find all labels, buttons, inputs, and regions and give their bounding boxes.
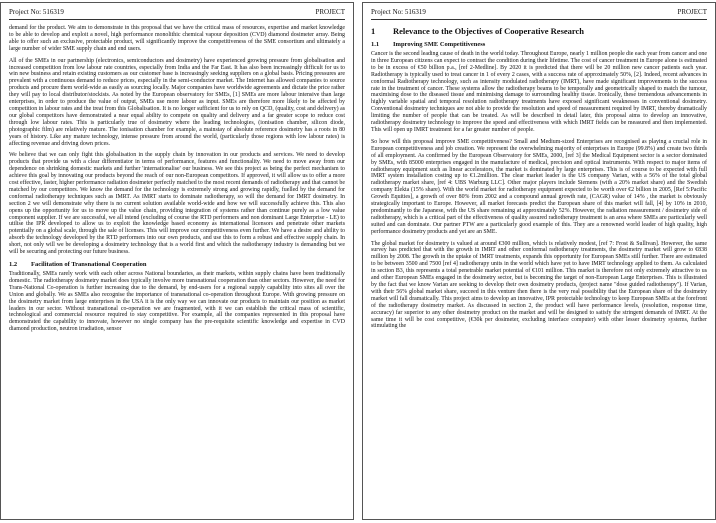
paragraph: All of the SMEs in our partnership (electronics, semiconductors and dosimetry) have experienced growing pressure from globalisation and increased competition from low labour rate countries, especially from India and the Far East. It has also been increasingly difficult for us to win new business and retain existing customers as our customer base is increasingly seeking suppliers on a global basis. Pricing pressures are prevalent with a continuous demand to reduce prices, especially in the semi-conductor market. The Internet has allowed companies to source products and procure them world-wide as easily as sourcing locally. Major companies have worldwide agreements and dictate the price rather they will pay to local distributor/stockists. As noted by the European observatory for SMEs, [1] SMEs are more labour intensive than large enterprises, in order to produce the value of output, SMEs use more labour as input. SMEs are therefore more likely to be affected by competition in labour rates and the treat from this Globalisation. It is no longer sufficient for us to rely on QCD, (quality, cost and delivery) as our global competitors have demonstrated a near equal ability to compete on quality and delivery and a far greater scope to reduce cost through low labour rates. This is particularly true of dosimetry where the leading technologies, (ionisation chamber, silicon diode, photographic film) are relatively mature. The ionisation chamber for example, a mainstay of absolute reference dosimetry has a roots in 80 years of history. Like any mature technology, intense pressure from around the world, (particularly those regions with low labour rates) is affecting revenue and driving down prices. <box>9 57 345 147</box>
header-label: PROJECT <box>677 8 707 16</box>
right-page <box>362 2 716 520</box>
section-title: Improving SME Competitiveness <box>393 41 486 48</box>
section-number: 1.1 <box>371 41 380 48</box>
chapter-number: 1 <box>371 26 376 36</box>
section-heading <box>9 261 345 268</box>
paragraph: demand for the product. We aim to demonstrate in this proposal that we have the critical mass of resources, expertise and market knowledge to be able to develop and exploit a novel, high performance monolithic chemical vapour deposition (CVD) diamond dosimeter array. Being able to offer such an exclusive, protectable product, will significantly improve the competitiveness of the SME consortium and ultimately a large number of wider SME supply chain and end users. <box>9 25 345 52</box>
chapter-heading <box>371 26 707 36</box>
paragraph: Traditionally, SMEs rarely work with each other across National boundaries, as their markets, within supply chains have been traditionally domestic. The radiotherapy dosimetry market does typically involve more transnational cooperation than other sectors. However, the need for Trans-National Co-operation is further increasing due to the demand, by end-users for a regional supply capability into sites all over the Union and globally. We as SMEs also recognise the importance of transnational co-operation throughout Europe. With growing pressure on the dosimetry market from large enterprises in the USA it is the only way we can innovate our products to maintain our position as market leaders in our sector. Without transnational co-operation we are fragmented, with it we can establish the critical mass of scientific, technological and commercial resource required to stay competitive. For example, all the companies represented in this proposal have demonstrated the capability to innovate, however no single company has the pre-requisite scientific knowledge and expertise in CVD diamond production, neutron irradiation, sensor <box>9 271 345 333</box>
paragraph: Cancer is the second leading cause of death in the world today. Throughout Europe, nearly 1 million people die each year from cancer and one in three European citizens can expect to contract the condition during their lifetime. The cost of cancer treatment in Europe alone is estimated to be in excess of €50 billion p.a., [ref 2-Medline]. By 2020 it is predicted that there will be 20 million new cancer patients each year. Radiotherapy is typically used to treat cancer in 1 of every 2 cases, with a success rate of approximately 50%, [2]. Indeed, recent advances in conformal Radiotherapy technology, such as intensity modulated radiotherapy (IMRT), have made significant improvements to the success rate in the treatment of cancer. These systems allow the radiotherapy beams to be temporally and geometrically shaped to match the tumour, maximising dose to the diseased tissue and minimising damage to surrounding healthy tissue. Ironically, these tremendous advancements in highly variable spatial and temporal resolution radiotherapy treatments have exposed significant weaknesses in conventional dosimetry. Conventional dosimetry techniques are not able to provide the resolution and speed of measurement required by IMRT, thereby dramatically limiting the number of people that can be treated. As will be described in detail later, this proposal aims to develop an innovative, radiotherapy dosimetry technology to improve the speed and effectiveness with which IMRT fields can be measured and then implemented. This will open up IMRT treatment for a far greater number of people. <box>371 51 707 133</box>
paragraph: So how will this proposal improve SME competitiveness? Small and Medium-sized Enterprises are recognised as playing a crucial role in European competitiveness and job creation. We represent the overwhelming majority of enterprises in Europe (99.8%) and create two thirds of all employment. As confirmed by the European Observatory for SMEs, 2000, [ref 3] the Medical Equipment sector is a sector dominated by SMEs, with 85000 enterprises engaged in the manufacture of medical, precision and optical instruments. With respect to major items of radiotherapy equipment such as linear accelerators, the market is dominated by large enterprises. This is of course to be expected with full IMRT system installation costing up to €1.2million. The clear market leader is the US company Varian, with a 56% of the total global radiotherapy market share, [ref 4: UBS Warburg LLC]. Other major players include Siemens (with a 20% market share) and the Swedish company Elekta (15% share). With the world market for radiotherapy equipment expected to be worth over €2 billion in 2005, [Ref 5:Pacific Growth Equities], a growth of over 80% from 2002 and a compound annual growth rate, (CAGR) value of 14% , the market is obviously strategically important to Europe. However, all market forecasts predict the European share of this market will fall, [4] by 10% in 2010, predominantly to the Japanese, with the US share remaining at approximately 52%. However, the radiation measurement / dosimetry side of radiotherapy, which is a critical part of the effectiveness of quality assured radiotherapy treatment is an area where SMEs are particularly well suited and can dominate. Our partner PTW are a particularly good example of this. They are a renowned world leader of high quality, high performance dosimetry products and yet are an SME. <box>371 138 707 235</box>
section-title: Facilitation of Transnational Cooperation <box>31 261 147 268</box>
paragraph: The global market for dosimetry is valued at around €300 million, which is relatively modest, [ref 7: Frost & Sullivan]. However, the same survey has predicted that with the growth in IMRT and other conformal radiotherapy treatments, the dosimetry market will grow to €838 million by 2008. The growth in the uptake of IMRT treatments, expands this opportunity for European SMEs still further. There are estimated to be between 3500 and 7500 [ref 4] radiotherapy units in the world which have yet to have IMRT technology applied to them. As calculated in section B3, this represents a total penetrable market potential of €101 million. This market is therefore not only extremely attractive to us and other European SMEs engaged in the dosimetry sector, but is becoming the target of non-European Large Enterprises. This is illustrated by the fact that we know Varian are seeking to develop their own dosimetry products, (project name "dose guided radiotherapy"). If Varian, with their 56% global market share, succeed in this venture then there is the very real possibility that the European share of the dosimetry market will fall dramatically. This project aims to develop an innovative, IPR protectable technology to keep European SMEs at the forefront of the radiotherapy dosimetry market. As discussed in section 2, the product will have performance levels, (resolution, response time, accuracy) far superior to any other dosimetry product on the market and will be designed to satisfy the stringent demands of IMRT. At the same time it will be cost competitive, (€30k per dosimeter, excluding interface computer) with other lesser dosimetry systems, further stimulating the <box>371 240 707 330</box>
section-heading <box>371 41 707 48</box>
header-label: PROJECT <box>315 8 345 16</box>
chapter-title: Relevance to the Objectives of Cooperative Research <box>393 26 585 36</box>
left-page <box>0 2 354 520</box>
project-number: Project No: 516319 <box>9 8 64 16</box>
page-header <box>371 8 707 20</box>
paragraph: We believe that we can only fight this globalisation in the supply chain by innovation in our products and services. We need to develop products that provide us with a clear differentiator in terms of performance, features and functionality. We need to move away from our dependence on shrinking domestic markets and further 'internationalise' our business. We see this project as being the perfect mechanism to achieve this goal by innovating our products beyond the reach of our non-European competitors. If approved, it will allow us to offer a more cost effective, faster, higher performance radiation dosimeter perfectly matched to the most recent demands of radiotherapy and that cannot be matched by our competitors. We know the demand for the technology is extremely strong and growing rapidly, fuelled by the demand for conformal radiotherapy techniques such as IMRT. As IMRT starts to dominate radiotherapy, so will the demand for IMRT dosimetry. In section 2 we will demonstrate why there is no current solution available world-wide and how we will successfully achieve this. This also opens up the opportunity for us to move up the value chain, providing integration of systems rather than continue purely as a low value component supplier. If we are successful, we all intend (excluding of course the RTD performers and non dominant Large Enterprise - LE) to utilise the IPR developed to allow us to exploit the knowledge based economy as international licensors and penetrate other markets potentially on a global scale, through the sale of licenses. This will improve our competitiveness even further. We have a desire and ability to absorb the technology developed by the RTD performers into our own products, and use this to form a robust and effective supply chain. In short, not only will we be developing a dosimetry technology that is a world first and which the radiotherapy industry is demanding but we will be securing and protecting our future business. <box>9 152 345 256</box>
section-number: 1.2 <box>9 261 18 268</box>
page-header <box>9 8 345 20</box>
project-number: Project No: 516319 <box>371 8 426 16</box>
